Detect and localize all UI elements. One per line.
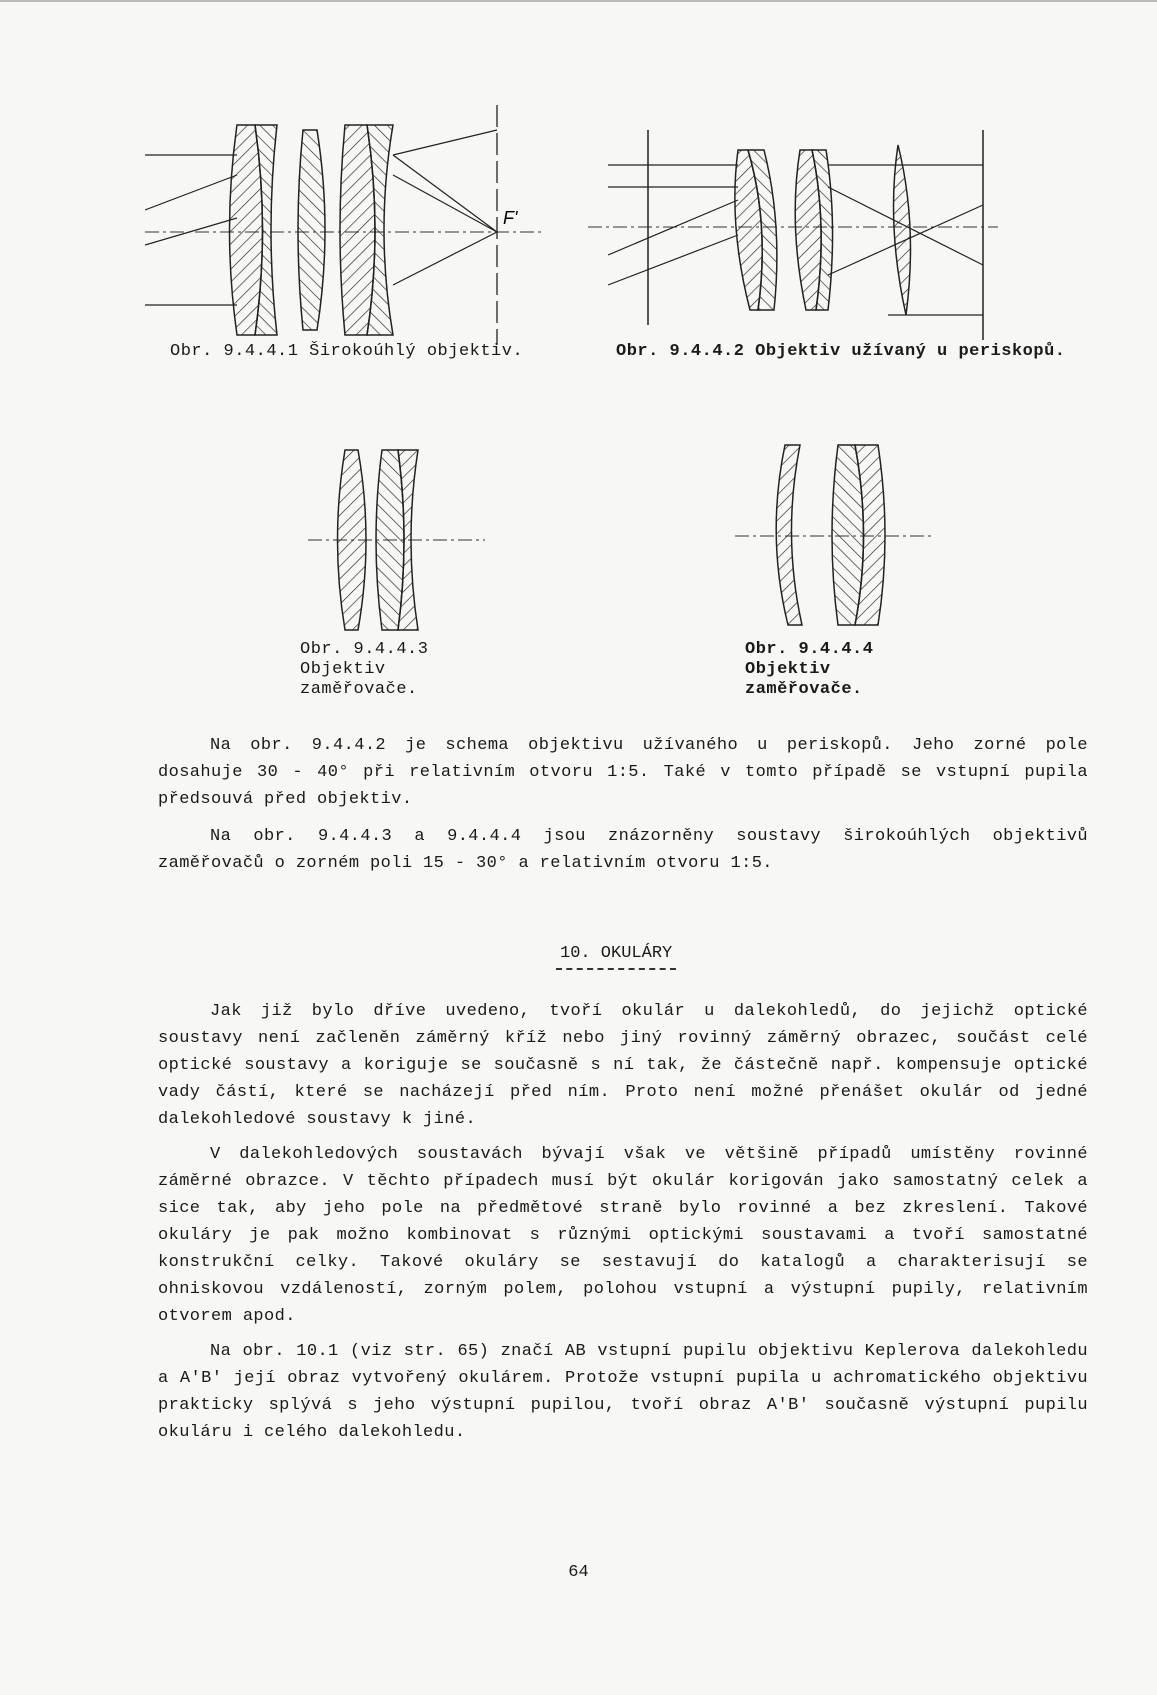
figure-9-4-4-2-caption: Obr. 9.4.4.2 Objektiv užívaný u periskopů. (616, 342, 1066, 361)
paragraph: Jak již bylo dříve uvedeno, tvoří okulár u dalekohledů, do jejichž optické soustavy není začleněn záměrný kříž nebo jiný rovinný záměrný obrazec, součást celé optické soustavy a koriguje se současně s ní tak, že částečně např. kompensuje optické vady částí, které se nacházejí před ním. Proto není možné přenášet okulár od jedné dalekohledové soustavy k jiné. (158, 1002, 1088, 1129)
figure-9-4-4-3-caption (300, 640, 428, 700)
caption-line: Objektiv (300, 660, 386, 679)
figure-9-4-4-2-diagram (588, 125, 1008, 345)
section-10-text (158, 998, 1088, 1446)
figure-9-4-4-1-caption: Obr. 9.4.4.1 Širokoúhlý objektiv. (170, 342, 524, 361)
caption-line: Obr. 9.4.4.3 (300, 640, 429, 659)
heading-underline (556, 968, 676, 970)
paragraph: Na obr. 9.4.4.3 a 9.4.4.4 jsou znázorněny soustavy širokoúhlých objektivů zaměřovačů o zorném poli 15 - 30° a relativním otvoru 1:5. (158, 827, 1088, 873)
caption-line: Objektiv (745, 660, 831, 679)
figure-9-4-4-1-diagram (145, 100, 565, 360)
figure-9-4-4-4-caption (745, 640, 873, 700)
caption-line: Obr. 9.4.4.4 (745, 640, 874, 659)
page-number: 64 (568, 1563, 589, 1582)
figure-9-4-4-3-diagram (300, 440, 490, 640)
section-heading: 10. OKULÁRY (560, 944, 673, 963)
paragraph: Na obr. 10.1 (viz str. 65) značí AB vstupní pupilu objektivu Keplerova dalekohledu a A'B' její obraz vytvořený okulárem. Protože vstupní pupila u achromatického objektivu prakticky splývá s jeho výstupní pupilou, tvoří obraz A'B' současně výstupní pupilu okuláru i celého dalekohledu. (158, 1342, 1088, 1442)
section-9-text (158, 732, 1088, 877)
caption-line: zaměřovače. (745, 680, 863, 699)
caption-line: zaměřovače. (300, 680, 418, 699)
page-top-edge (0, 0, 1157, 2)
focus-label: F' (503, 208, 518, 228)
paragraph: V dalekohledových soustavách bývají však ve většině případů umístěny rovinné záměrné obrazce. V těchto případech musí být okulár korigován jako samostatný celek a sice tak, aby jeho pole na předmětové straně bylo rovinné a bez zkreslení. Takové okuláry je pak možno kombinovat s různými optickými soustavami a tvoří samostatné konstrukční celky. Takové okuláry se sestavují do katalogů a charakterisují se ohniskovou vzdáleností, zorným polem, polohou vstupní a výstupní pupily, relativním otvorem apod. (158, 1145, 1088, 1326)
paragraph: Na obr. 9.4.4.2 je schema objektivu užívaného u periskopů. Jeho zorné pole dosahuje 30 - 40° při relativním otvoru 1:5. Také v tomto případě se vstupní pupila předsouvá před objektiv. (158, 736, 1088, 809)
figure-9-4-4-4-diagram (730, 440, 940, 640)
